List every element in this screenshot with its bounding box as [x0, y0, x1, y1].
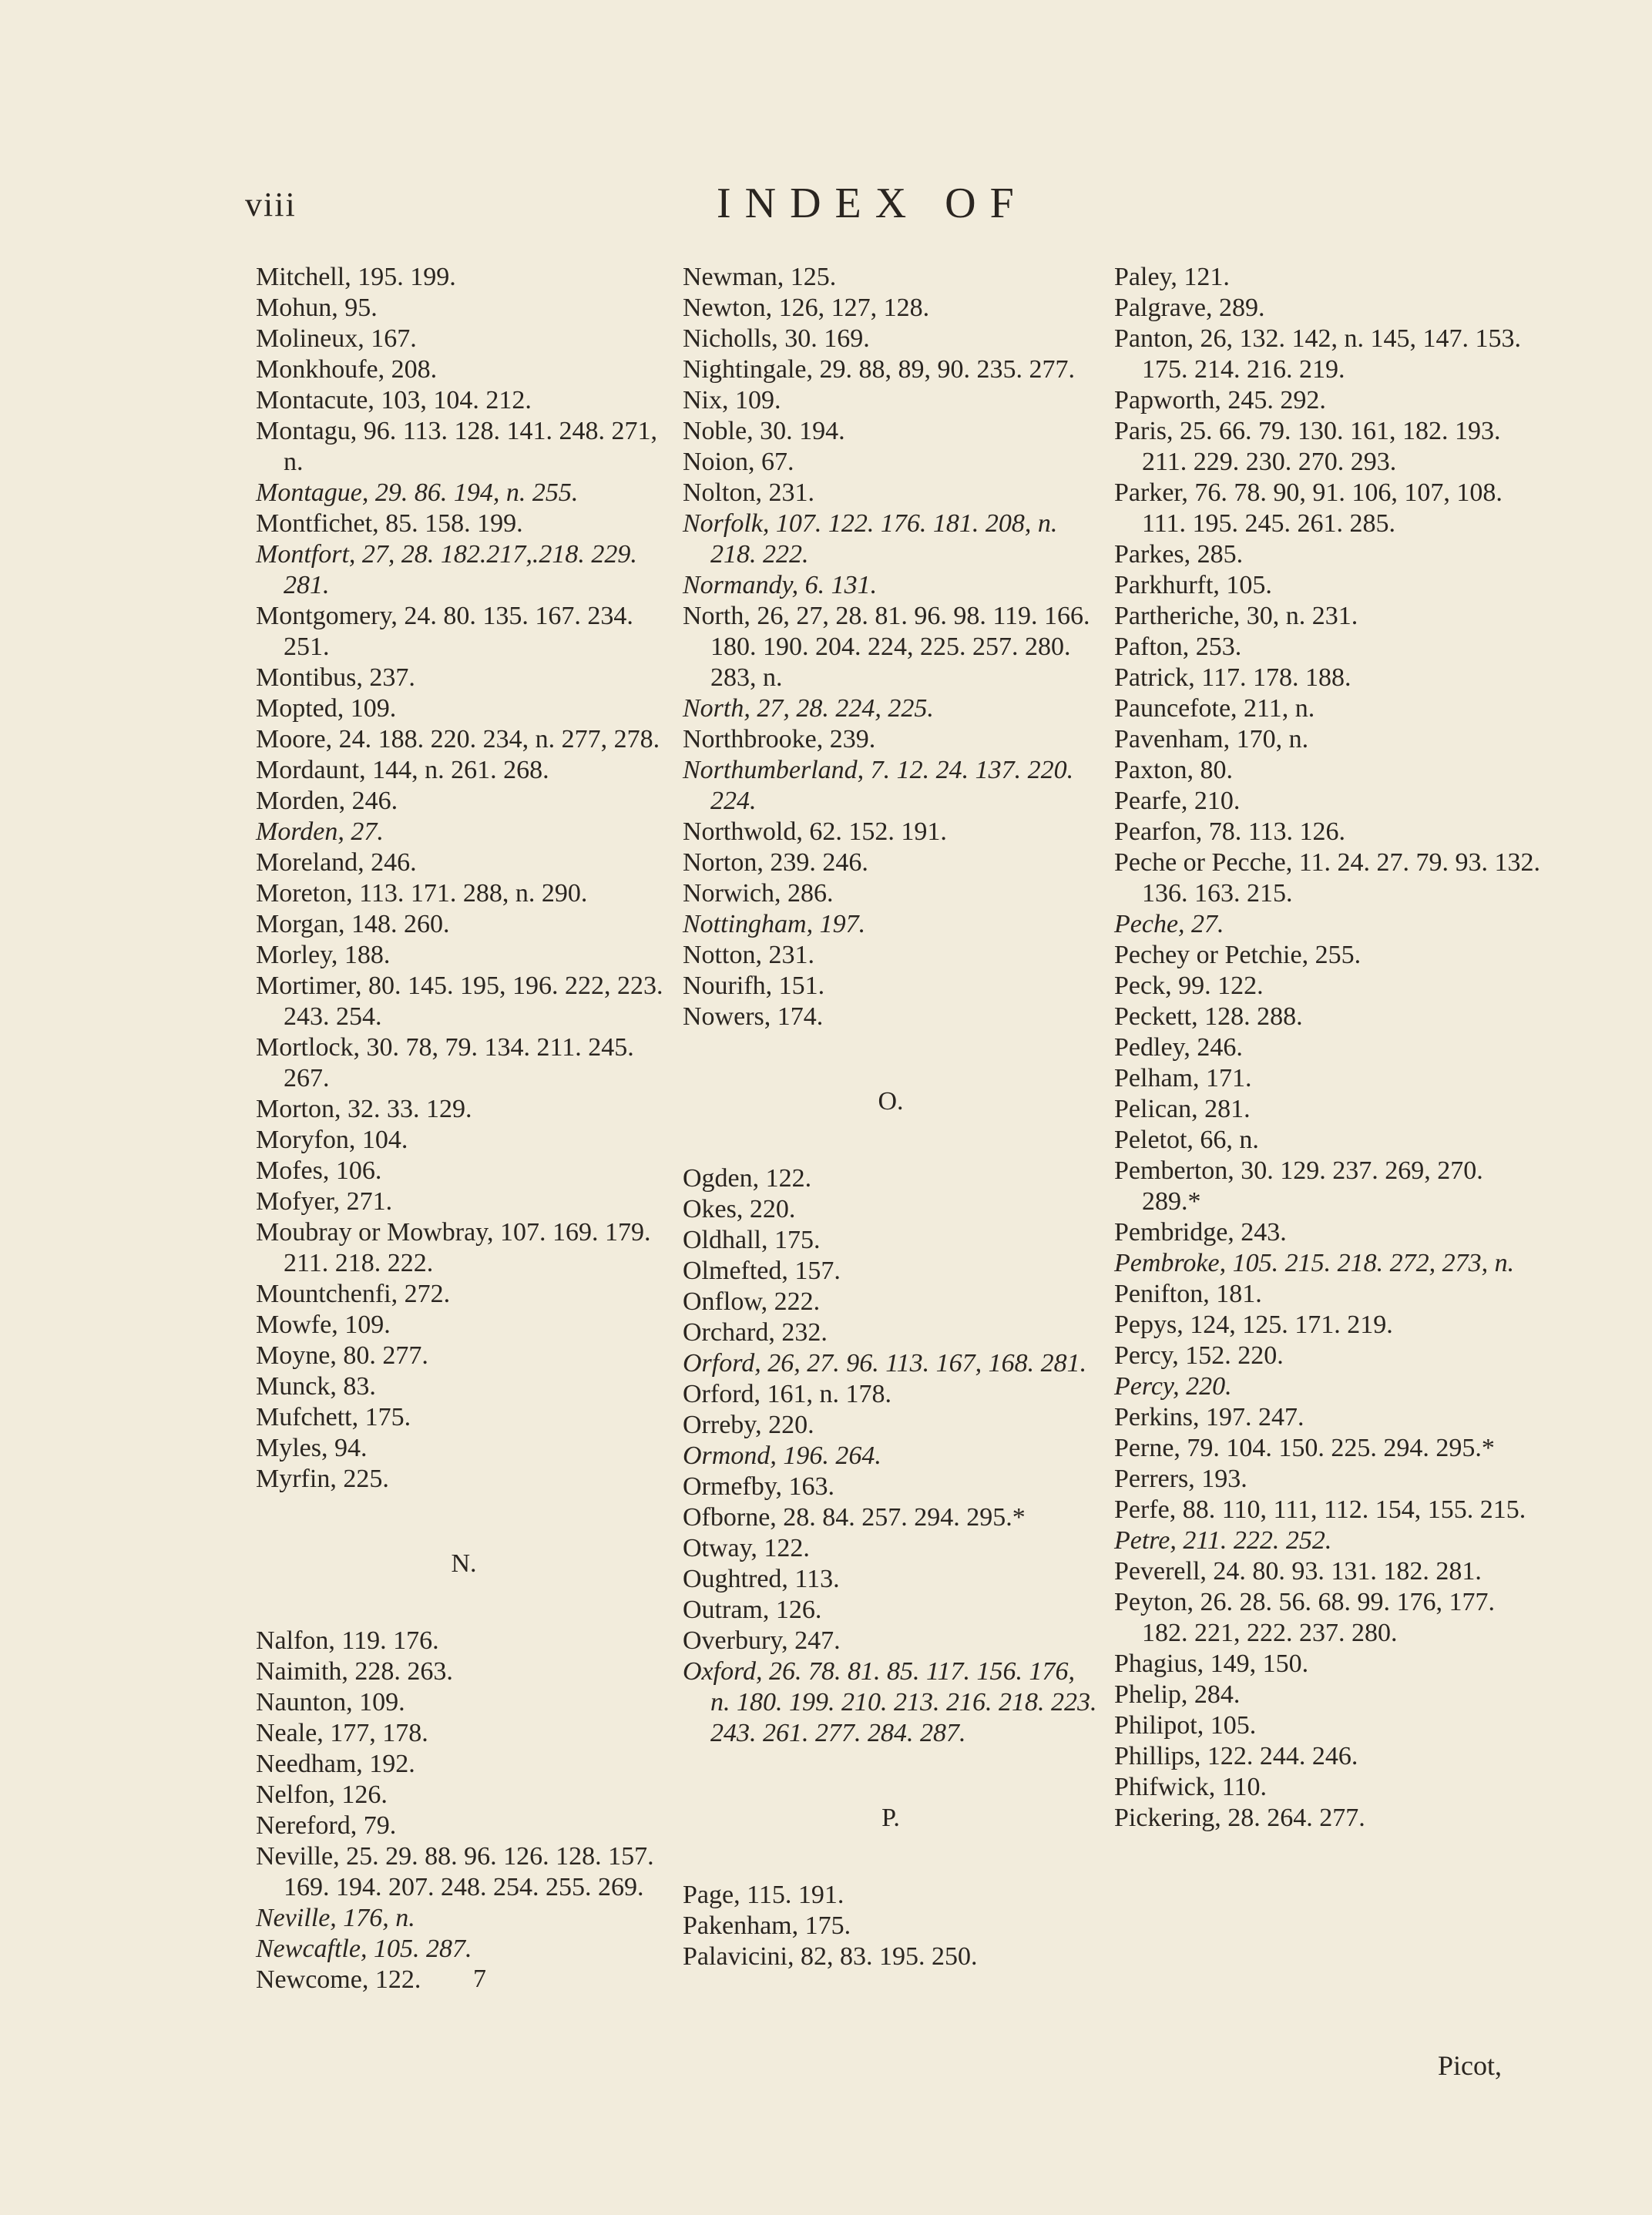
index-entry: Oldhall, 175.: [683, 1226, 821, 1254]
index-entry: Outram, 126.: [683, 1596, 822, 1624]
index-entry: Moubray or Mowbray, 107. 169. 179. 211. 218. 222.: [256, 1218, 651, 1277]
index-entry: Neale, 177, 178.: [256, 1719, 428, 1747]
index-column-3: [1114, 262, 1546, 1834]
index-entry: Pearfon, 78. 113. 126.: [1114, 817, 1345, 846]
page-number: viii: [245, 186, 297, 223]
index-entry: Parker, 76. 78. 90, 91. 106, 107, 108. 111. 195. 245. 261. 285.: [1114, 478, 1503, 538]
index-entry: Naunton, 109.: [256, 1688, 405, 1717]
index-entry: Phelip, 284.: [1114, 1680, 1241, 1709]
index-entry: Moryfon, 104.: [256, 1126, 408, 1154]
index-entry: North, 26, 27, 28. 81. 96. 98. 119. 166. 180. 190. 204. 224, 225. 257. 280. 283, n.: [683, 602, 1090, 692]
index-entry: Pemberton, 30. 129. 237. 269, 270. 289.*: [1114, 1156, 1483, 1216]
index-entry: Pauncefote, 211, n.: [1114, 694, 1315, 723]
index-entry: Moreland, 246.: [256, 848, 417, 877]
index-entry: Phagius, 149, 150.: [1114, 1650, 1309, 1678]
index-entry: Pembroke, 105. 215. 218. 272, 273, n.: [1114, 1249, 1515, 1277]
index-entry: Percy, 220.: [1114, 1372, 1232, 1401]
index-entry: Nix, 109.: [683, 386, 781, 414]
index-entry: Newman, 125.: [683, 263, 837, 291]
index-entry: Norwich, 286.: [683, 879, 834, 908]
index-entry: Overbury, 247.: [683, 1626, 841, 1655]
index-entry: Munck, 83.: [256, 1372, 376, 1401]
index-entry: Northwold, 62. 152. 191.: [683, 817, 947, 846]
index-entry: Montibus, 237.: [256, 663, 415, 692]
index-entry: Nowers, 174.: [683, 1002, 824, 1031]
index-entry: Nalfon, 119. 176.: [256, 1626, 439, 1655]
index-entry: Pelican, 281.: [1114, 1095, 1251, 1123]
index-entry: Peche, 27.: [1114, 910, 1224, 938]
index-entry: Ogden, 122.: [683, 1164, 812, 1193]
index-entry: Parkes, 285.: [1114, 540, 1244, 569]
index-column-2: [683, 262, 1099, 1972]
index-entry: Moreton, 113. 171. 288, n. 290.: [256, 879, 588, 908]
index-entry: Nottingham, 197.: [683, 910, 866, 938]
index-entry: Pelham, 171.: [1114, 1064, 1252, 1092]
index-entry: Norfolk, 107. 122. 176. 181. 208, n. 218. 222.: [683, 509, 1058, 569]
index-entry: Nelfon, 126.: [256, 1780, 388, 1809]
index-entry: Needham, 192.: [256, 1750, 415, 1778]
index-entry: Perrers, 193.: [1114, 1465, 1247, 1493]
index-entry: Oxford, 26. 78. 81. 85. 117. 156. 176, n. 180. 199. 210. 213. 216. 218. 223. 243. 261. 277. 284. 287.: [683, 1657, 1097, 1747]
index-entry: Nolton, 231.: [683, 478, 814, 507]
index-entry: Mofyer, 271.: [256, 1187, 393, 1216]
index-entry: Orreby, 220.: [683, 1411, 814, 1439]
index-entry: Montagu, 96. 113. 128. 141. 248. 271, n.: [256, 417, 658, 476]
index-entry: Peck, 99. 122.: [1114, 972, 1264, 1000]
index-entry: Page, 115. 191.: [683, 1881, 844, 1909]
index-entry: Petre, 211. 222. 252.: [1114, 1526, 1332, 1555]
index-entry: Paley, 121.: [1114, 263, 1230, 291]
index-entry: Ofborne, 28. 84. 257. 294. 295.*: [683, 1503, 1026, 1532]
index-entry: Onflow, 222.: [683, 1287, 821, 1316]
index-entry: Olmefted, 157.: [683, 1257, 841, 1285]
index-entry: Morton, 32. 33. 129.: [256, 1095, 472, 1123]
index-entry: Otway, 122.: [683, 1534, 810, 1562]
index-entry: Morgan, 148. 260.: [256, 910, 450, 938]
index-entry: Parkhurft, 105.: [1114, 571, 1272, 599]
index-entry: Newton, 126, 127, 128.: [683, 294, 930, 322]
index-entry: Moyne, 80. 277.: [256, 1341, 428, 1370]
index-entry: Myrfin, 225.: [256, 1465, 389, 1493]
index-entry: Okes, 220.: [683, 1195, 796, 1223]
index-entry: Peche or Pecche, 11. 24. 27. 79. 93. 132. 136. 163. 215.: [1114, 848, 1541, 908]
index-entry: Pickering, 28. 264. 277.: [1114, 1804, 1365, 1832]
index-entry: Montfichet, 85. 158. 199.: [256, 509, 523, 538]
index-entry: Notton, 231.: [683, 941, 814, 969]
index-entry: Phifwick, 110.: [1114, 1773, 1268, 1801]
index-entry: Newcaftle, 105. 287.: [256, 1935, 472, 1963]
index-entry: Mitchell, 195. 199.: [256, 263, 456, 291]
index-entry: Orford, 26, 27. 96. 113. 167, 168. 281.: [683, 1349, 1087, 1378]
signature-mark: 7: [473, 1965, 486, 1993]
index-entry: Palgrave, 289.: [1114, 294, 1265, 322]
index-entry: Peletot, 66, n.: [1114, 1126, 1259, 1154]
index-column-1: [256, 262, 672, 1995]
index-entry: Patrick, 117. 178. 188.: [1114, 663, 1351, 692]
index-entry: Oughtred, 113.: [683, 1565, 840, 1593]
index-entry: North, 27, 28. 224, 225.: [683, 694, 934, 723]
index-entry: Nourifh, 151.: [683, 972, 825, 1000]
section-letter: O.: [878, 1087, 904, 1116]
index-entry: Mowfe, 109.: [256, 1311, 391, 1339]
index-entry: Monkhoufe, 208.: [256, 355, 438, 384]
index-entry: Mopted, 109.: [256, 694, 397, 723]
index-entry: Peverell, 24. 80. 93. 131. 182. 281.: [1114, 1557, 1482, 1586]
index-entry: Northbrooke, 239.: [683, 725, 876, 753]
index-entry: Montague, 29. 86. 194, n. 255.: [256, 478, 579, 507]
index-entry: Morley, 188.: [256, 941, 391, 969]
index-entry: Paris, 25. 66. 79. 130. 161, 182. 193. 211. 229. 230. 270. 293.: [1114, 417, 1501, 476]
index-entry: Pechey or Petchie, 255.: [1114, 941, 1362, 969]
index-entry: Paxton, 80.: [1114, 756, 1233, 784]
index-entry: Ormefby, 163.: [683, 1472, 835, 1501]
index-entry: Montfort, 27, 28. 182.217,.218. 229. 281.: [256, 540, 637, 599]
index-entry: Pedley, 246.: [1114, 1033, 1243, 1062]
index-entry: Pearfe, 210.: [1114, 787, 1241, 815]
index-entry: Pafton, 253.: [1114, 633, 1242, 661]
index-entry: Pepys, 124, 125. 171. 219.: [1114, 1311, 1393, 1339]
index-entry: Palavicini, 82, 83. 195. 250.: [683, 1942, 978, 1971]
index-entry: Orchard, 232.: [683, 1318, 828, 1347]
index-entry: Pembridge, 243.: [1114, 1218, 1287, 1247]
index-entry: Nicholls, 30. 169.: [683, 324, 870, 353]
index-entry: Pavenham, 170, n.: [1114, 725, 1309, 753]
index-entry: Panton, 26, 132. 142, n. 145, 147. 153. 175. 214. 216. 219.: [1114, 324, 1521, 384]
index-entry: Neville, 176, n.: [256, 1904, 415, 1932]
index-entry: Norton, 239. 246.: [683, 848, 868, 877]
index-entry: Northumberland, 7. 12. 24. 137. 220. 224.: [683, 756, 1074, 815]
index-entry: Mortimer, 80. 145. 195, 196. 222, 223. 243. 254.: [256, 972, 663, 1031]
index-entry: Mountchenfi, 272.: [256, 1280, 451, 1308]
index-entry: Naimith, 228. 263.: [256, 1657, 453, 1686]
running-head: INDEX OF: [717, 180, 1028, 227]
index-entry: Mortlock, 30. 78, 79. 134. 211. 245. 267.: [256, 1033, 634, 1092]
index-entry: Nereford, 79.: [256, 1811, 397, 1840]
index-entry: Neville, 25. 29. 88. 96. 126. 128. 157. 169. 194. 207. 248. 254. 255. 269.: [256, 1842, 654, 1901]
index-entry: Mufchett, 175.: [256, 1403, 411, 1431]
index-entry: Papworth, 245. 292.: [1114, 386, 1326, 414]
index-entry: Partheriche, 30, n. 231.: [1114, 602, 1358, 630]
index-entry: Pakenham, 175.: [683, 1911, 851, 1940]
index-entry: Normandy, 6. 131.: [683, 571, 878, 599]
index-entry: Moore, 24. 188. 220. 234, n. 277, 278.: [256, 725, 660, 753]
index-entry: Montacute, 103, 104. 212.: [256, 386, 532, 414]
index-entry: Noion, 67.: [683, 448, 794, 476]
index-entry: Peckett, 128. 288.: [1114, 1002, 1303, 1031]
index-entry: Newcome, 122.: [256, 1965, 421, 1994]
index-entry: Mordaunt, 144, n. 261. 268.: [256, 756, 549, 784]
index-entry: Phillips, 122. 244. 246.: [1114, 1742, 1358, 1770]
index-entry: Perfe, 88. 110, 111, 112. 154, 155. 215.: [1114, 1495, 1526, 1524]
index-entry: Noble, 30. 194.: [683, 417, 845, 445]
index-entry: Mofes, 106.: [256, 1156, 382, 1185]
index-entry: Perne, 79. 104. 150. 225. 294. 295.*: [1114, 1434, 1495, 1462]
index-entry: Myles, 94.: [256, 1434, 368, 1462]
index-entry: Peyton, 26. 28. 56. 68. 99. 176, 177. 182. 221, 222. 237. 280.: [1114, 1588, 1495, 1647]
section-letter: N.: [451, 1549, 477, 1578]
catchword: Picot,: [1438, 2050, 1503, 2081]
index-entry: Nightingale, 29. 88, 89, 90. 235. 277.: [683, 355, 1076, 384]
index-entry: Perkins, 197. 247.: [1114, 1403, 1304, 1431]
index-entry: Molineux, 167.: [256, 324, 417, 353]
index-entry: Morden, 246.: [256, 787, 398, 815]
index-entry: Mohun, 95.: [256, 294, 378, 322]
index-entry: Percy, 152. 220.: [1114, 1341, 1284, 1370]
index-entry: Montgomery, 24. 80. 135. 167. 234. 251.: [256, 602, 633, 661]
index-entry: Penifton, 181.: [1114, 1280, 1262, 1308]
index-entry: Ormond, 196. 264.: [683, 1441, 881, 1470]
index-entry: Philipot, 105.: [1114, 1711, 1257, 1740]
index-entry: Morden, 27.: [256, 817, 384, 846]
section-letter: P.: [881, 1804, 900, 1832]
index-entry: Orford, 161, n. 178.: [683, 1380, 892, 1408]
